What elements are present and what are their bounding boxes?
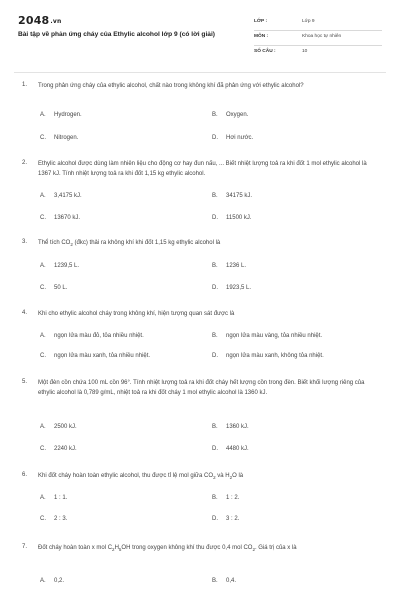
meta-row-subject <box>254 31 382 46</box>
worksheet-meta <box>254 16 382 60</box>
option-d[interactable]: D. 3 : 2. <box>212 516 240 522</box>
option-c[interactable]: C. 13670 kJ. <box>40 215 81 221</box>
option-d[interactable]: D. 11500 kJ. <box>212 215 252 221</box>
question-text: Đốt cháy hoàn toàn x mol $C_2H_5OH$ trong oxygen không khí thu được 0,4 mol $CO_2$. Giá trị của x là <box>38 545 297 553</box>
option-c[interactable]: C. 2 : 3. <box>40 516 68 522</box>
question-number: 7. <box>22 544 28 550</box>
option-b[interactable]: B. 1 : 2. <box>212 495 240 501</box>
option-a[interactable]: A. 1 : 1. <box>40 495 68 501</box>
worksheet-title: Bài tập về phản ứng cháy của Ethylic alcohol lớp 9 (có lời giải) <box>18 31 215 38</box>
option-a[interactable]: A. Hydrogen. <box>40 112 82 118</box>
option-b[interactable]: B. 0,4. <box>212 578 237 584</box>
question-text: Thể tích $CO_2$ (đkc) thải ra không khí khi đốt 1,15 kg ethylic alcohol là <box>38 240 221 248</box>
option-a[interactable]: A. 2500 kJ. <box>40 424 77 430</box>
option-d[interactable]: D. Hơi nước. <box>212 135 254 141</box>
option-c[interactable]: C. 50 L. <box>40 285 68 291</box>
option-d[interactable]: D. ngọn lửa màu xanh, không tỏa nhiệt. <box>212 353 324 359</box>
option-d[interactable]: D. 4480 kJ. <box>212 446 249 452</box>
option-a[interactable]: A. 0,2. <box>40 578 65 584</box>
option-a[interactable]: A. ngọn lửa màu đỏ, tỏa nhiều nhiệt. <box>40 333 144 339</box>
meta-key: MÔN : <box>254 34 269 39</box>
option-a[interactable]: A. 1239,5 L. <box>40 263 80 269</box>
option-c[interactable]: C. 2240 kJ. <box>40 446 77 452</box>
meta-row-count <box>254 46 382 60</box>
header-divider <box>14 72 386 73</box>
option-b[interactable]: B. ngọn lửa màu vàng, tỏa nhiều nhiệt. <box>212 333 323 339</box>
option-a[interactable]: A. 3,4175 kJ. <box>40 193 82 199</box>
option-c[interactable]: C. Nitrogen. <box>40 135 79 141</box>
question-text: Ethylic alcohol được dùng làm nhiên liệu cho động cơ hay đun nấu, ... Biết nhiệt lượng toả ra khi đốt 1 mol ethylic alcohol là 1367 kJ. Tính nhiệt lượng toả ra khi đốt 1,15 kg ethylic alcohol. <box>38 161 367 177</box>
question-number: 6. <box>22 472 28 478</box>
option-c[interactable]: C. ngọn lửa màu xanh, tỏa nhiều nhiệt. <box>40 353 151 359</box>
meta-value: 10 <box>302 49 308 54</box>
option-b[interactable]: B. 34175 kJ. <box>212 193 253 199</box>
option-d[interactable]: D. 1923,5 L. <box>212 285 252 291</box>
meta-row-grade <box>254 16 382 31</box>
question-text: Trong phản ứng cháy của ethylic alcohol, chất nào trong không khí đã phản ứng với ethylic alcohol? <box>38 83 304 89</box>
option-b[interactable]: B. 1236 L. <box>212 263 247 269</box>
question-number: 3. <box>22 239 28 245</box>
meta-key: SỐ CÂU : <box>254 49 276 54</box>
question-number: 4. <box>22 310 28 316</box>
option-b[interactable]: B. Oxygen. <box>212 112 249 118</box>
question-number: 2. <box>22 160 28 166</box>
meta-value: Khoa học tự nhiên <box>302 34 342 39</box>
meta-value: Lớp 9 <box>302 19 315 24</box>
question-number: 1. <box>22 82 28 88</box>
site-logo[interactable]: 2048.vn <box>18 14 62 27</box>
question-text: Khi đốt cháy hoàn toàn ethylic alcohol, thu được tỉ lệ mol giữa $CO_2$ và $H_2O$ là <box>38 473 244 481</box>
question-text: Khi cho ethylic alcohol cháy trong không khí, hiện tượng quan sát được là <box>38 311 235 317</box>
meta-key: LỚP : <box>254 19 268 24</box>
question-number: 5. <box>22 379 28 385</box>
question-text: Một đèn cồn chứa 100 mL cồn 96°. Tính nhiệt lượng toả ra khi đốt cháy hết lượng cồn trong đèn. Biết khối lượng riêng của ethylic alcohol là 0,789 g/mL, nhiệt toả ra khi đốt cháy 1 mol ethylic alcohol là 1360 kJ. <box>38 380 365 396</box>
option-b[interactable]: B. 1360 kJ. <box>212 424 249 430</box>
page-header <box>18 14 382 66</box>
